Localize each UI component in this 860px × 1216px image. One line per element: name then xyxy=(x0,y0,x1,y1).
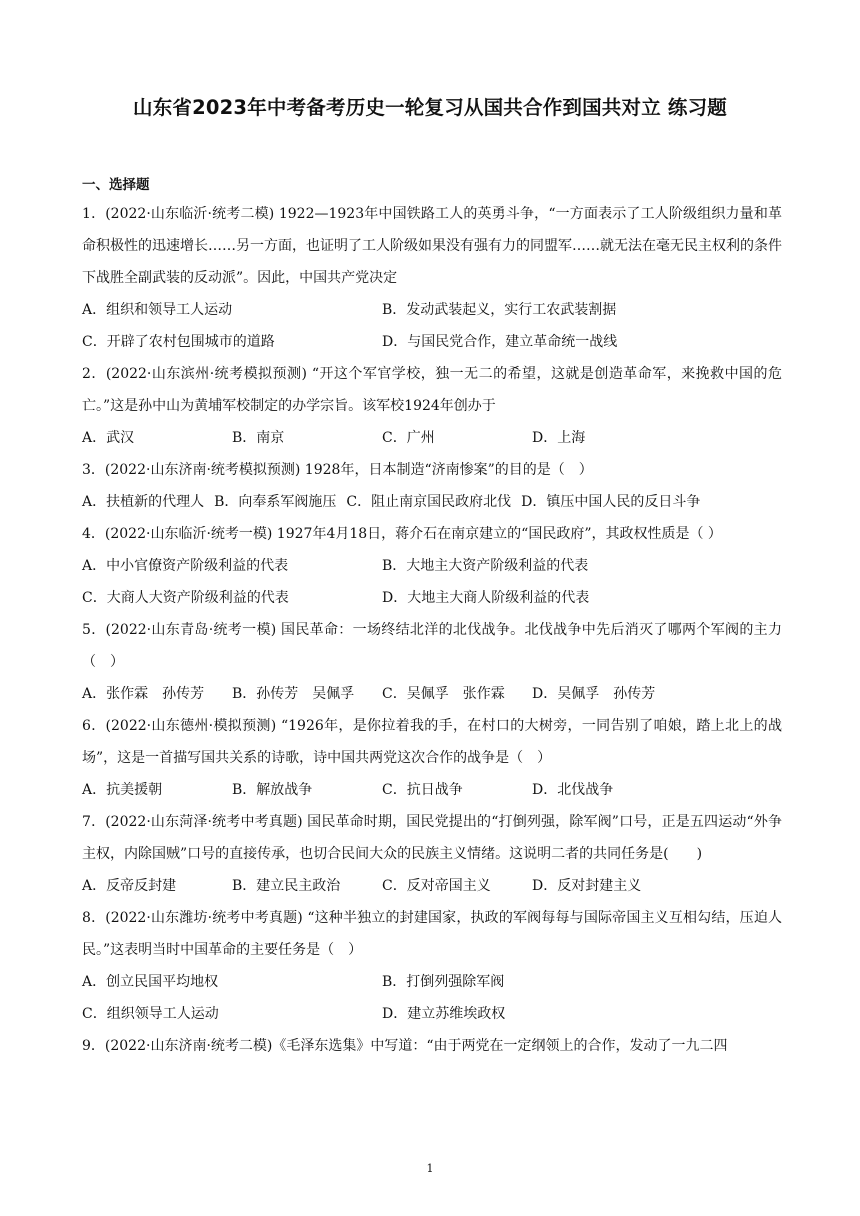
option-d[interactable]: D．建立苏维埃政权 xyxy=(382,1006,506,1022)
question-stem: 2．(2022·山东滨州·统考模拟预测) “开这个军官学校，独一无二的希望，这就是创造革命军，来挽救中国的危亡。”这是孙中山为黄埔军校制定的办学宗旨。该军校1924年创办于 xyxy=(82,366,782,414)
question-7 xyxy=(82,806,782,902)
option-a[interactable]: A．创立民国平均地权 xyxy=(82,974,219,990)
question-5 xyxy=(82,614,782,710)
option-b[interactable]: B．打倒列强除军阀 xyxy=(382,974,505,990)
option-b[interactable]: B．发动武装起义，实行工农武装割据 xyxy=(382,302,617,318)
option-d[interactable]: D．反对封建主义 xyxy=(532,878,642,894)
question-2 xyxy=(82,358,782,454)
option-c[interactable]: C．抗日战争 xyxy=(382,782,463,798)
question-3 xyxy=(82,454,782,518)
option-b[interactable]: B．南京 xyxy=(232,430,285,446)
option-a[interactable]: A．抗美援朝 xyxy=(82,782,163,798)
answer-options xyxy=(82,422,782,454)
page-number: 1 xyxy=(426,1162,434,1175)
option-d[interactable]: D．吴佩孚 孙传芳 xyxy=(532,686,656,702)
option-c[interactable]: C．吴佩孚 张作霖 xyxy=(382,686,505,702)
question-list xyxy=(82,172,782,1062)
answer-options xyxy=(82,486,782,518)
option-c[interactable]: C．反对帝国主义 xyxy=(382,878,491,894)
question-stem: 4．(2022·山东临沂·统考一模) 1927年4月18日，蒋介石在南京建立的“国民政府”，其政权性质是（ ） xyxy=(82,526,722,542)
option-d[interactable]: D．大地主大商人阶级利益的代表 xyxy=(382,590,590,606)
option-b[interactable]: B．向奉系军阀施压 xyxy=(214,494,337,510)
option-d[interactable]: D．上海 xyxy=(532,430,586,446)
option-b[interactable]: B．解放战争 xyxy=(232,782,313,798)
question-stem: 5．(2022·山东青岛·统考一模) 国民革命：一场终结北洋的北伐战争。北伐战争中先后消灭了哪两个军阀的主力（ ） xyxy=(82,622,782,670)
option-a[interactable]: A．武汉 xyxy=(82,430,135,446)
option-b[interactable]: B．大地主大资产阶级利益的代表 xyxy=(382,558,589,574)
option-c[interactable]: C．大商人大资产阶级利益的代表 xyxy=(82,590,289,606)
question-stem: 9．(2022·山东济南·统考二模)《毛泽东选集》中写道：“由于两党在一定纲领上的合作，发动了一九二四 xyxy=(82,1038,728,1054)
option-c[interactable]: C．阻止南京国民政府北伐 xyxy=(346,494,512,510)
answer-options xyxy=(82,870,782,902)
option-a[interactable]: A．扶植新的代理人 xyxy=(82,494,205,510)
question-stem: 8．(2022·山东潍坊·统考中考真题) “这种半独立的封建国家，执政的军阀每每与国际帝国主义互相勾结，压迫人民。”这表明当时中国革命的主要任务是（ ） xyxy=(82,910,782,958)
option-a[interactable]: A．组织和领导工人运动 xyxy=(82,302,233,318)
answer-options xyxy=(82,550,782,614)
question-stem: 3．(2022·山东济南·统考模拟预测) 1928年，日本制造“济南惨案”的目的是（ ） xyxy=(82,462,593,478)
answer-options xyxy=(82,294,782,358)
question-stem: 6．(2022·山东德州·模拟预测) “1926年，是你拉着我的手，在村口的大树旁，一同告别了咱娘，踏上北上的战场”，这是一首描写国共关系的诗歌，诗中国共两党这次合作的战争是（ ） xyxy=(82,718,782,766)
question-stem: 7．(2022·山东菏泽·统考中考真题) 国民革命时期，国民党提出的“打倒列强，除军阀”口号，正是五四运动“外争主权，内除国贼”口号的直接传承，也切合民间大众的民族主义情绪。这说明二者的共同任务是( ) xyxy=(82,814,782,862)
option-a[interactable]: A．张作霖 孙传芳 xyxy=(82,686,205,702)
question-1 xyxy=(82,198,782,358)
question-4 xyxy=(82,518,782,614)
question-stem: 1．(2022·山东临沂·统考二模) 1922—1923年中国铁路工人的英勇斗争，“一方面表示了工人阶级组织力量和革命积极性的迅速增长……另一方面，也证明了工人阶级如果没有强有力的同盟军……就无法在毫无民主权利的条件下战胜全副武装的反动派”。因此，中国共产党决定 xyxy=(82,206,782,286)
option-a[interactable]: A．中小官僚资产阶级利益的代表 xyxy=(82,558,289,574)
option-c[interactable]: C．开辟了农村包围城市的道路 xyxy=(82,334,275,350)
question-9 xyxy=(82,1030,782,1062)
option-c[interactable]: C．组织领导工人运动 xyxy=(82,1006,219,1022)
option-d[interactable]: D．北伐战争 xyxy=(532,782,614,798)
option-d[interactable]: D．与国民党合作，建立革命统一战线 xyxy=(382,334,618,350)
answer-options xyxy=(82,966,782,1030)
option-c[interactable]: C．广州 xyxy=(382,430,435,446)
question-8 xyxy=(82,902,782,1030)
question-6 xyxy=(82,710,782,806)
option-b[interactable]: B．孙传芳 吴佩孚 xyxy=(232,686,355,702)
option-b[interactable]: B．建立民主政治 xyxy=(232,878,341,894)
option-a[interactable]: A．反帝反封建 xyxy=(82,878,177,894)
section-heading: 一、选择题 xyxy=(82,177,150,193)
answer-options xyxy=(82,774,782,806)
option-d[interactable]: D．镇压中国人民的反日斗争 xyxy=(521,494,701,510)
answer-options xyxy=(82,678,782,710)
document-title: 山东省2023年中考备考历史一轮复习从国共合作到国共对立 练习题 xyxy=(133,96,727,119)
